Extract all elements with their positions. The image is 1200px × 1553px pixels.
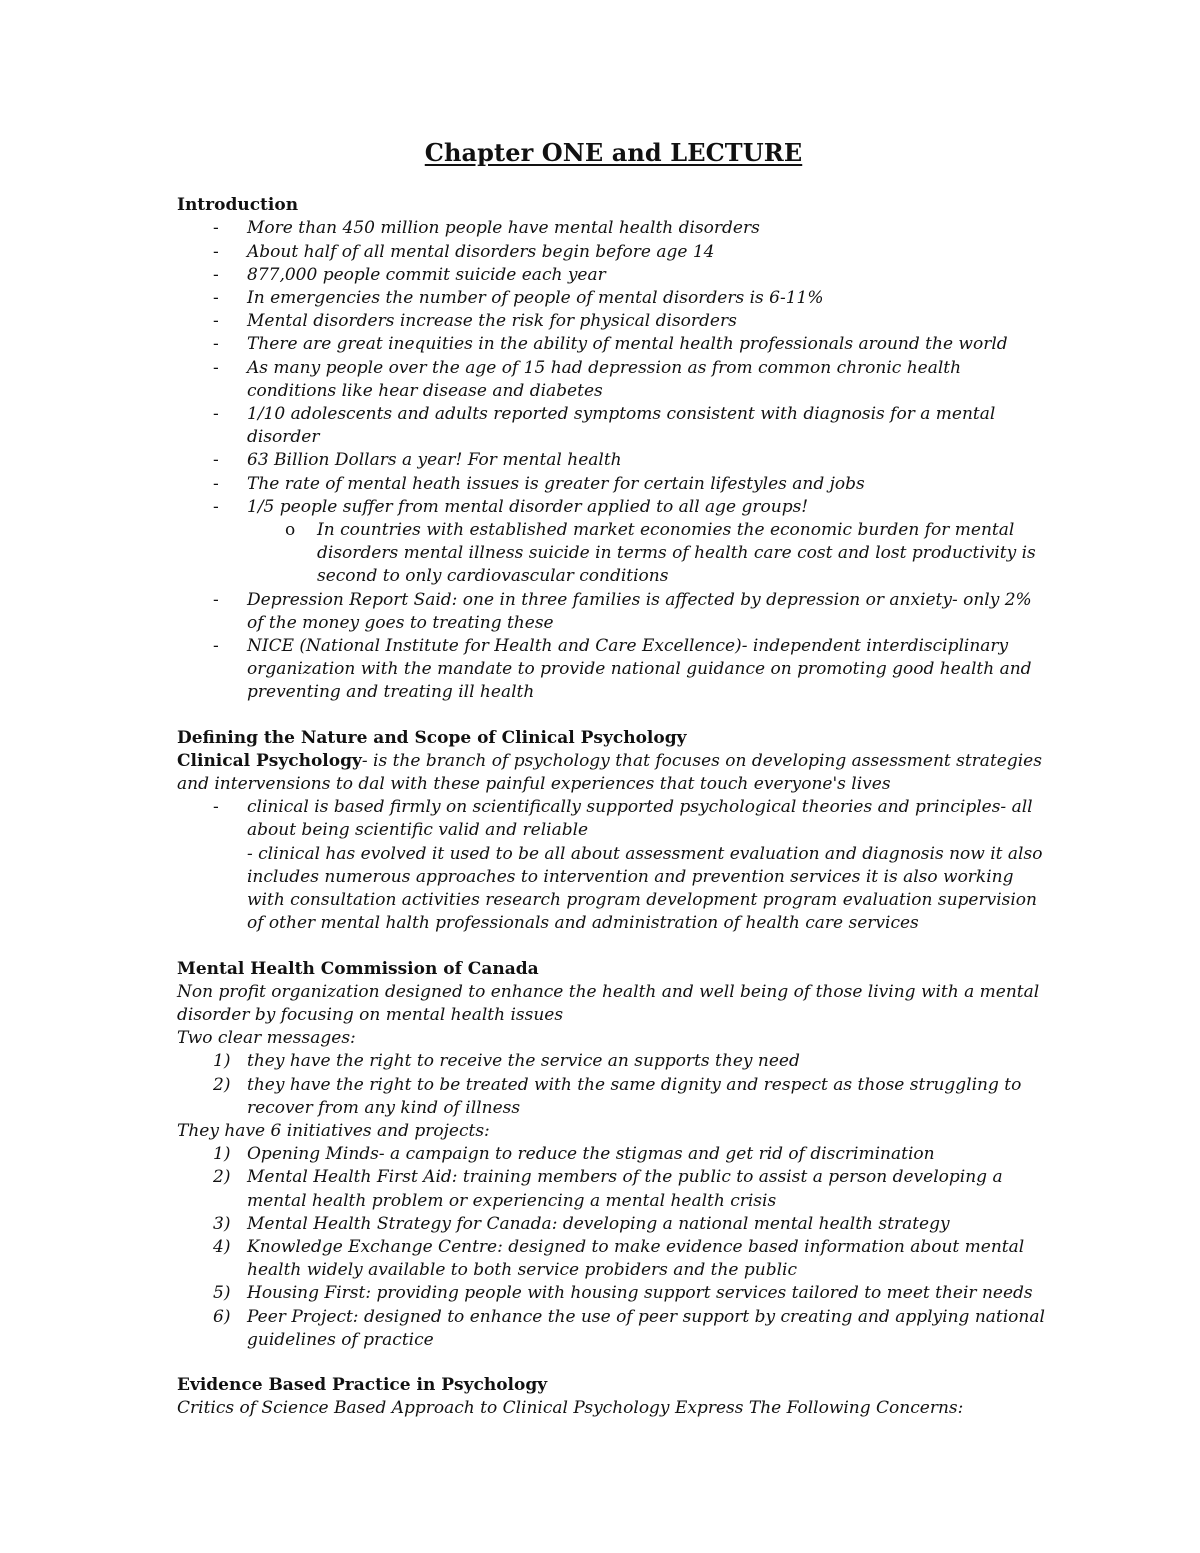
- number-marker: 6): [213, 1306, 231, 1327]
- section-defining-clinical-psychology: [177, 727, 1050, 936]
- number-marker: 3): [213, 1213, 231, 1234]
- dash-marker: -: [213, 241, 219, 262]
- section-heading: Mental Health Commission of Canada: [177, 958, 539, 979]
- list-item: 1) they have the right to receive the service an supports they need: [177, 1050, 1050, 1073]
- list-item: - 877,000 people commit suicide each year: [177, 264, 1050, 287]
- list-item: - clinical is based firmly on scientifically supported psychological theories and principles- all about being scientific valid and reliable - clinical has evolved it used to be all about assessment evaluation and diagnosis now it also includes numerous approaches to intervention and prevention services it is also working with consultation activities research program development program evaluation supervision of other mental halth professionals and administration of health care services: [213, 797, 1043, 934]
- evidence-text: Critics of Science Based Approach to Clinical Psychology Express The Following Concerns:: [177, 1398, 964, 1419]
- dash-marker: -: [213, 797, 219, 818]
- list-item: 1) Opening Minds- a campaign to reduce the stigmas and get rid of discrimination: [177, 1143, 1050, 1166]
- dash-marker: -: [213, 473, 219, 494]
- list-item: - The rate of mental heath issues is greater for certain lifestyles and jobs: [177, 473, 1050, 496]
- list-item: - Depression Report Said: one in three families is affected by depression or anxiety- only 2% of the money goes to treating these: [213, 589, 1032, 633]
- definition-term: Clinical Psychology: [177, 750, 362, 771]
- messages-intro: Two clear messages:: [177, 1028, 356, 1049]
- list-item: - As many people over the age of 15 had depression as from common chronic health conditions like hear disease and diabetes: [213, 357, 962, 401]
- list-item: 6) Peer Project: designed to enhance the use of peer support by creating and applying national guidelines of practice: [213, 1306, 1045, 1350]
- dash-marker: -: [213, 450, 219, 471]
- section-heading: Evidence Based Practice in Psychology: [177, 1374, 548, 1395]
- dash-marker: -: [213, 334, 219, 355]
- page-title: Chapter ONE and LECTURE: [424, 138, 803, 167]
- intro-list: [177, 217, 1050, 704]
- list-item: 5) Housing First: providing people with housing support services tailored to meet their needs: [177, 1282, 1050, 1305]
- list-item: - 63 Billion Dollars a year! For mental health: [177, 449, 1050, 472]
- dash-marker: -: [213, 264, 219, 285]
- initiatives-list: [177, 1143, 1050, 1352]
- list-item: - 1/10 adolescents and adults reported symptoms consistent with diagnosis for a mental disorder: [213, 404, 996, 448]
- list-item: 2) Mental Health First Aid: training members of the public to assist a person developing a mental health problem or experiencing a mental health crisis: [213, 1167, 1003, 1211]
- defining-list: [177, 796, 1050, 935]
- dash-marker: -: [213, 288, 219, 309]
- number-marker: 2): [213, 1167, 231, 1188]
- dash-marker: -: [213, 404, 219, 425]
- number-marker: 4): [213, 1236, 231, 1257]
- list-item: 4) Knowledge Exchange Centre: designed to make evidence based information about mental health widely available to both service probiders and the public: [213, 1236, 1025, 1281]
- definition-paragraph: Clinical Psychology- is the branch of psychology that focuses on developing assessment strategies and intervensions to dal with these painful experiences that touch everyone's lives: [177, 750, 1042, 795]
- list-item: - NICE (National Institute for Health and Care Excellence)- independent interdisciplinary organization with the mandate to provide national guidance on promoting good health and preventing and treating ill health: [213, 636, 1032, 703]
- number-marker: 2): [213, 1074, 231, 1095]
- dash-marker: -: [213, 496, 219, 517]
- number-marker: 1): [213, 1051, 231, 1072]
- dash-marker: -: [213, 636, 219, 657]
- list-item: 2) they have the right to be treated with the same dignity and respect as those struggling to recover from any kind of illness: [213, 1074, 1022, 1118]
- section-mental-health-commission: [177, 958, 1050, 1352]
- list-item: - More than 450 million people have mental health disorders: [177, 217, 1050, 240]
- section-introduction: [177, 194, 1050, 704]
- dash-marker: -: [213, 357, 219, 378]
- circle-bullet-marker: o: [285, 520, 296, 541]
- list-item: - 1/5 people suffer from mental disorder applied to all age groups! o In countries with established market economies the economic burden for mental disorders mental illness suicide in terms of health care cost and lost productivity is second to only cardiovascular conditions: [177, 496, 1050, 589]
- number-marker: 1): [213, 1144, 231, 1165]
- dash-marker: -: [213, 589, 219, 610]
- initiatives-intro: They have 6 initiatives and projects:: [177, 1120, 490, 1141]
- commission-description: Non profit organization designed to enhance the health and well being of those living with a mental disorder by focusing on mental health issues: [177, 981, 1040, 1025]
- section-heading: Defining the Nature and Scope of Clinical Psychology: [177, 727, 687, 748]
- number-marker: 5): [213, 1283, 231, 1304]
- list-item: - In emergencies the number of people of mental disorders is 6-11%: [177, 287, 1050, 310]
- list-item: - Mental disorders increase the risk for physical disorders: [177, 310, 1050, 333]
- list-item: - There are great inequities in the ability of mental health professionals around the world: [177, 333, 1050, 356]
- dash-marker: -: [213, 311, 219, 332]
- dash-marker: -: [213, 218, 219, 239]
- messages-list: [177, 1050, 1050, 1120]
- sub-list-item: o In countries with established market economies the economic burden for mental disorders mental illness suicide in terms of health care cost and lost productivity is second to only cardiovascular conditions: [285, 520, 1036, 587]
- list-item: 3) Mental Health Strategy for Canada: developing a national mental health strategy: [177, 1213, 1050, 1236]
- section-heading: Introduction: [177, 195, 299, 216]
- section-evidence-based-practice: [177, 1374, 1050, 1420]
- sub-list: [247, 519, 1050, 589]
- list-item: - About half of all mental disorders begin before age 14: [177, 241, 1050, 264]
